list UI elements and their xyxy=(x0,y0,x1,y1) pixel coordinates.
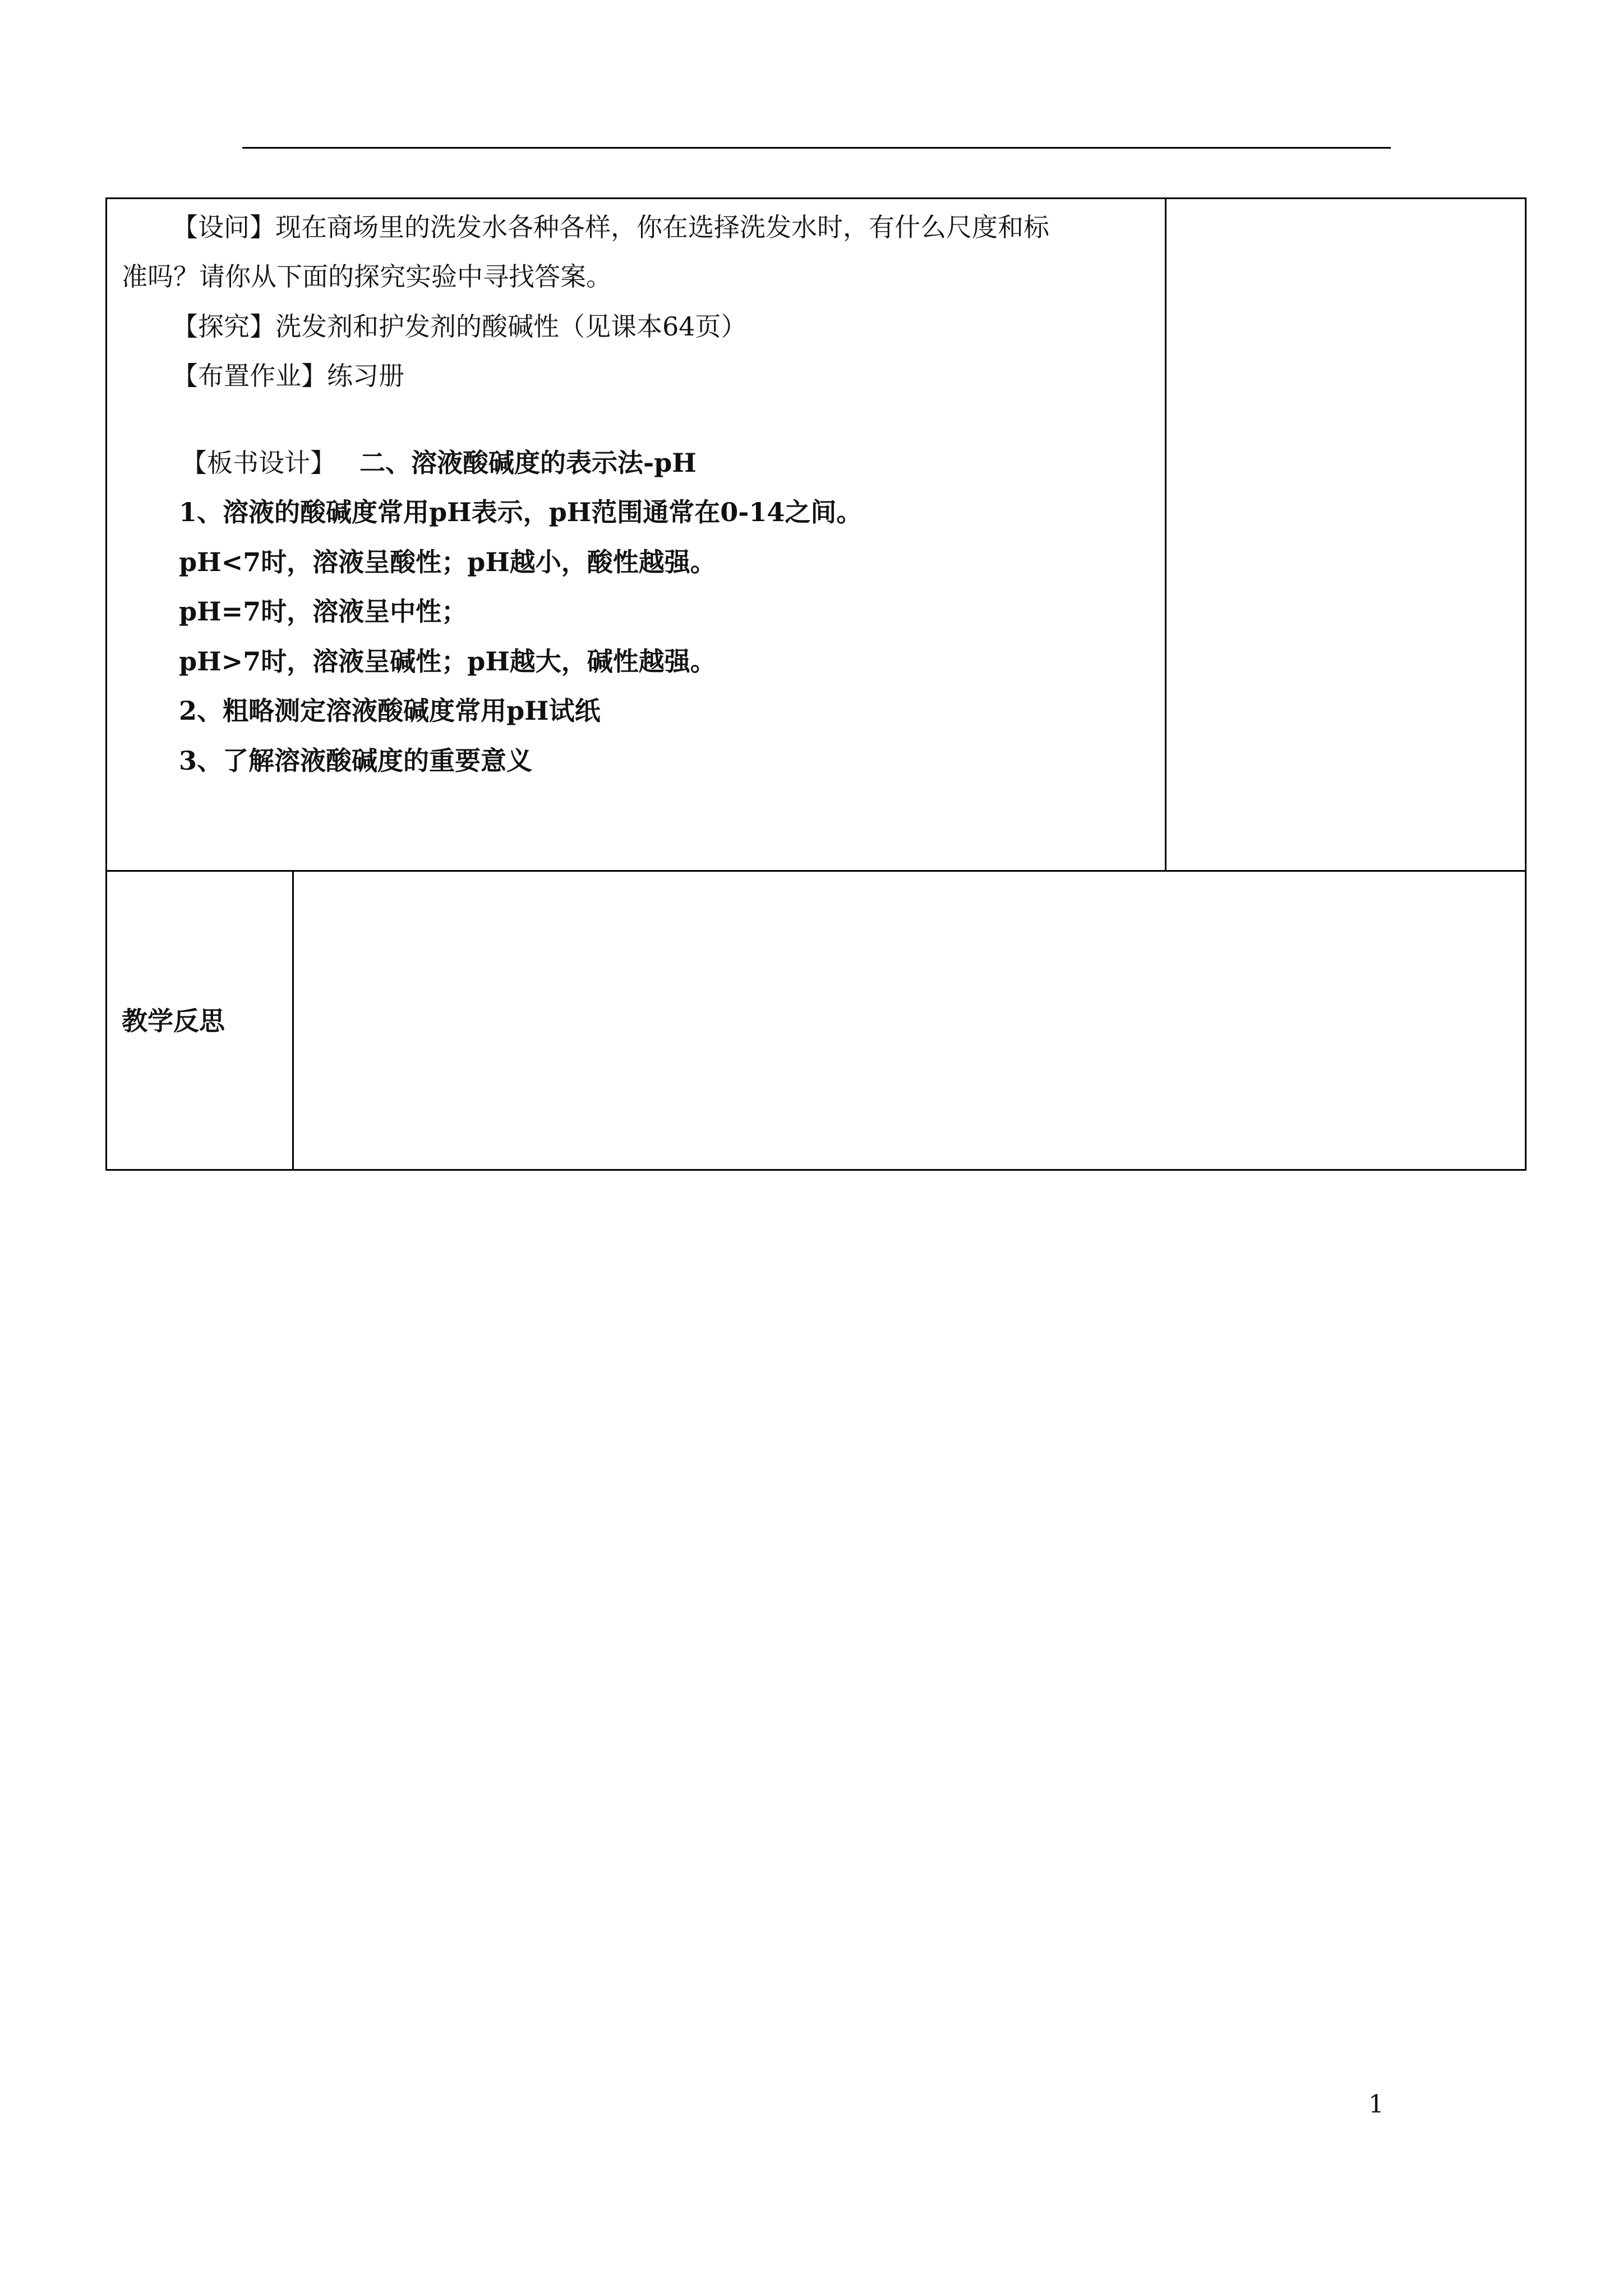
reflection-table xyxy=(105,870,1527,1171)
board-point-1: 1、溶液的酸碱度常用pH表示，pH范围通常在0-14之间。 xyxy=(179,497,863,527)
board-acidic-line: pH<7时，溶液呈酸性；pH越小，酸性越强。 xyxy=(179,547,716,577)
board-design-title: 二、溶液酸碱度的表示法-pH xyxy=(359,448,697,478)
question-line-1: 【设问】现在商场里的洗发水各种各样，你在选择洗发水时，有什么尺度和标 xyxy=(172,212,1049,242)
lesson-content-table xyxy=(105,197,1527,872)
inquiry-line: 【探究】洗发剂和护发剂的酸碱性（见课本64页） xyxy=(172,311,747,342)
question-line-2: 准吗？请你从下面的探究实验中寻找答案。 xyxy=(122,261,612,292)
board-point-3: 3、了解溶液酸碱度的重要意义 xyxy=(179,746,533,776)
board-neutral-line: pH=7时，溶液呈中性； xyxy=(179,596,468,627)
homework-line: 【布置作业】练习册 xyxy=(172,361,404,391)
header-rule xyxy=(242,147,1391,149)
board-point-2: 2、粗略测定溶液酸碱度常用pH试纸 xyxy=(179,696,601,726)
page-number: 1 xyxy=(1368,2090,1384,2119)
column-divider xyxy=(1165,199,1166,870)
board-design-label: 【板书设计】 xyxy=(181,448,336,478)
reflection-label: 教学反思 xyxy=(122,1006,225,1036)
board-basic-line: pH>7时，溶液呈碱性；pH越大，碱性越强。 xyxy=(179,646,716,677)
lesson-content-cell xyxy=(122,199,1154,870)
reflection-divider xyxy=(292,872,294,1169)
